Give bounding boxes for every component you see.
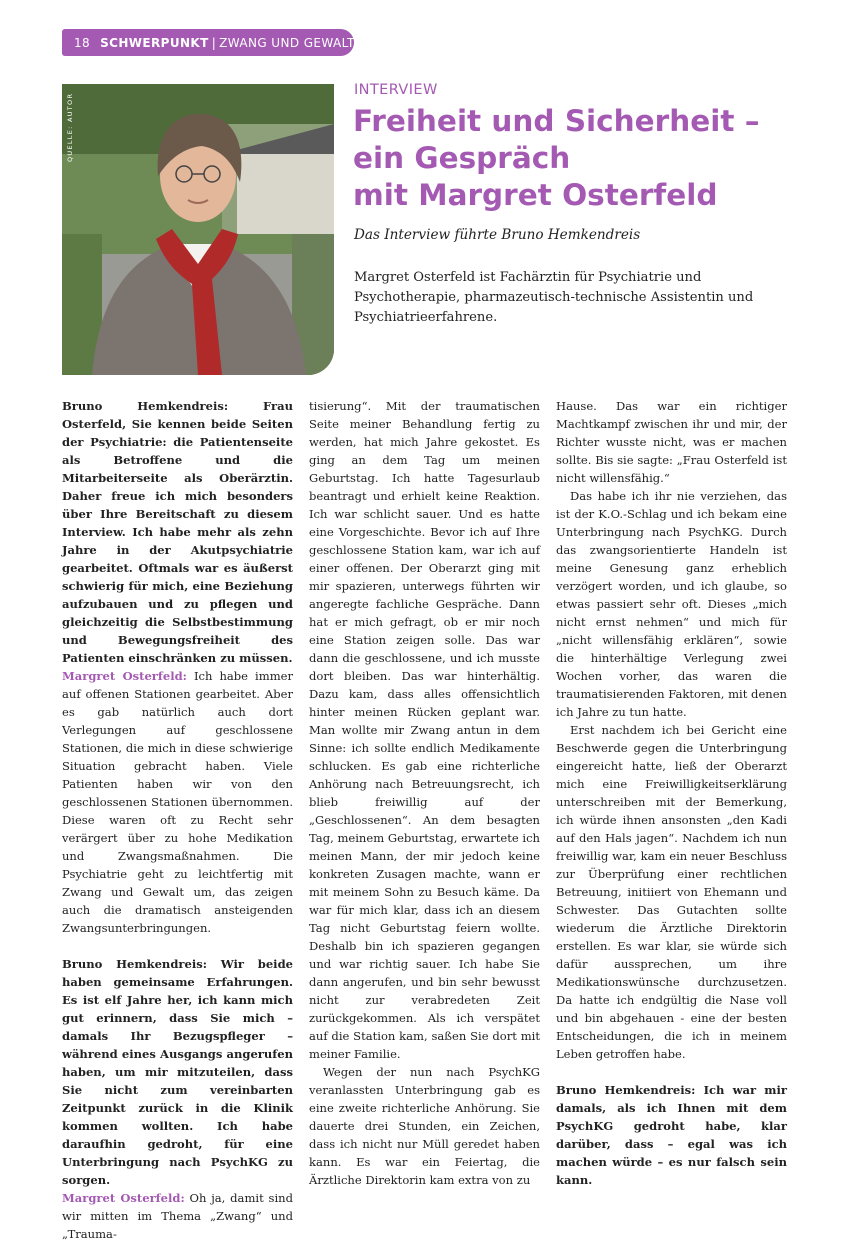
- interviewee-answer: [62, 667, 293, 937]
- title-line: ein Gespräch: [353, 141, 571, 175]
- body-paragraph: Erst nachdem ich bei Gericht eine Beschwerde gegen die Unterbringung eingereicht hatte, ließ der Oberarzt mich eine Freiwilligkeitserklärung unterschreiben mit der Bemerkung, ich würde ihnen ansonsten „den Kadi auf den Hals jagen“. Nachdem ich nun freiwillig war, kam ein neuer Beschluss zur Überprüfung einer rechtlichen Betreuung, initiiert von Ehemann und Schwester. Das Gutachten sollte wiederum die Ärztliche Direktorin erstellen. Es war klar, sie würde sich dafür aussprechen, um ihre Medikationswünsche durchzusetzen. Da hatte ich endgültig die Nase voll und bin abgehauen - eine der besten Entscheidungen, die ich in meinem Leben getroffen habe.: [556, 723, 787, 1061]
- body-paragraph: Hause. Das war ein richtiger Machtkampf zwischen ihr und mir, der Richter wusste nicht, was er machen sollte. Bis sie sagte: „Frau Osterfeld ist nicht willensfähig.“: [556, 399, 787, 485]
- portrait-illustration: [62, 84, 334, 375]
- body-paragraph: tisierung“. Mit der traumatischen Seite meiner Behandlung fertig zu werden, hat mich Jahre gekostet. Es ging an dem Tag um meinen Geburtstag. Ich hatte Tagesurlaub beantragt und erhielt keine Reaktion. Ich war schlicht sauer. Und es hatte eine Vorgeschichte. Bevor ich auf Ihre geschlossene Station kam, war ich auf einer offenen. Der Oberarzt ging mit mir spazieren, unterwegs führten wir angeregte fachliche Gespräche. Dann hat er mich gefragt, ob er mir noch eine Station zeigen solle. Das war dann die geschlossene, und ich musste dort bleiben. Das war hinterhältig. Dazu kam, dass alles offensichtlich hinter meinen Rücken geplant war. Man wollte mir Zwang antun in dem Sinne: ich sollte endlich Medikamente schlucken. Es gab eine richterliche Anhörung nach Betreuungsrecht, ich blieb freiwillig auf der „Geschlossenen“. An dem besagten Tag, meinem Geburtstag, erwartete ich meinen Mann, der mir jedoch keine konkreten Zusagen machte, wann er mit meinem Sohn zu Besuch käme. Da war für mich klar, dass ich an diesem Tag nicht Geburtstag feiern wollte. Deshalb bin ich spazieren gegangen und war richtig sauer. Ich habe Sie dann angerufen, und bin sehr bewusst nicht zur verabredeten Zeit zurückgekommen. Als ich verspätet auf die Station kam, saßen Sie dort mit meiner Familie.: [309, 399, 540, 1061]
- interviewer-question: Bruno Hemkendreis: Wir beide haben gemeinsame Erfahrungen. Es ist elf Jahre her, ich kann mich gut erinnern, dass Sie mich – damals Ihr Bezugspfleger – während eines Ausgangs angerufen haben, um mir mitzuteilen, dass Sie nicht zum vereinbarten Zeitpunkt zurück in die Klinik kommen wollten. Ich habe daraufhin gedroht, für eine Unterbringung nach PsychKG zu sorgen.: [62, 957, 293, 1187]
- body-paragraph: Das habe ich ihr nie verziehen, das ist der K.O.-Schlag und ich bekam eine Unterbringung nach PsychKG. Durch das zwangsorientierte Handeln ist meine Genesung ganz erheblich verzögert worden, und ich glaube, so etwas passiert sehr oft. Dieses „mich nicht ernst nehmen“ und mich für „nicht willensfähig erklären“, sowie die hinterhältige Verlegung zwei Wochen vorher, das waren die traumatisierenden Faktoren, mit denen ich Jahre zu tun hatte.: [556, 489, 787, 719]
- article-byline: Das Interview führte Bruno Hemkendreis: [354, 227, 641, 243]
- article-title: [353, 103, 823, 214]
- interviewer-question: Bruno Hemkendreis: Ich war mir damals, als ich Ihnen mit dem PsychKG gedroht habe, klar darüber, dass – egal was ich machen würde – es nur falsch sein kann.: [556, 1083, 787, 1187]
- answer-text: Oh ja, damit sind wir mitten im Thema „Zwang“ und „Trauma-: [62, 1191, 293, 1241]
- body-paragraph: Wegen der nun nach PsychKG veranlassten Unterbringung gab es eine zweite richterliche Anhörung. Sie dauerte drei Stunden, ein Zeichen, dass ich nicht nur Müll geredet haben kann. Es war ein Feiertag, die Ärztliche Direktorin kam extra von zu: [309, 1065, 540, 1187]
- article-intro: Margret Osterfeld ist Fachärztin für Psychiatrie und Psychotherapie, pharmazeutisch-technische Assistentin und Psychiatrieerfahrene.: [354, 270, 754, 325]
- text-column-1: [62, 397, 293, 1243]
- portrait-photo: [62, 84, 334, 375]
- photo-credit: QUELLE: AUTOR: [66, 92, 74, 162]
- text-column-2: [309, 397, 540, 1189]
- answer-text: Ich habe immer auf offenen Stationen gearbeitet. Aber es gab natürlich auch dort Verlegungen auf geschlossene Stationen, die mich in diese schwierige Situation gebracht haben. Viele Patienten haben wir von den geschlossenen Stationen übernommen. Diese waren oft zu Recht sehr verärgert über zu hohe Medikation und Zwangsmaßnahmen. Die Psychiatrie geht zu leichtfertig mit Zwang und Gewalt um, das zeigen auch die dramatisch ansteigenden Zwangsunterbringungen.: [62, 669, 293, 935]
- interviewee-answer: [62, 1189, 293, 1243]
- section-separator: |: [211, 35, 217, 50]
- article-kicker: INTERVIEW: [354, 82, 438, 98]
- section-topic: ZWANG UND GEWALT: [219, 35, 355, 50]
- text-column-3: [556, 397, 787, 1189]
- title-line: Freiheit und Sicherheit –: [353, 104, 760, 138]
- title-line: mit Margret Osterfeld: [353, 178, 718, 212]
- speaker-label: Margret Osterfeld:: [62, 669, 187, 683]
- section-name: SCHWERPUNKT: [100, 35, 209, 50]
- interviewer-question: Bruno Hemkendreis: Frau Osterfeld, Sie kennen beide Seiten der Psychiatrie: die Patientenseite als Betroffene und die Mitarbeiterseite als Oberärztin. Daher freue ich mich besonders über Ihre Bereitschaft zu diesem Interview. Ich habe mehr als zehn Jahre in der Akutpsychiatrie gearbeitet. Oftmals war es äußerst schwierig für mich, eine Beziehung aufzubauen und zu pflegen und gleichzeitig die Selbstbestimmung und Bewegungsfreiheit des Patienten einschränken zu müssen.: [62, 399, 293, 665]
- section-header: [62, 29, 354, 56]
- speaker-label: Margret Osterfeld:: [62, 1191, 185, 1205]
- page-number: 18: [74, 35, 91, 50]
